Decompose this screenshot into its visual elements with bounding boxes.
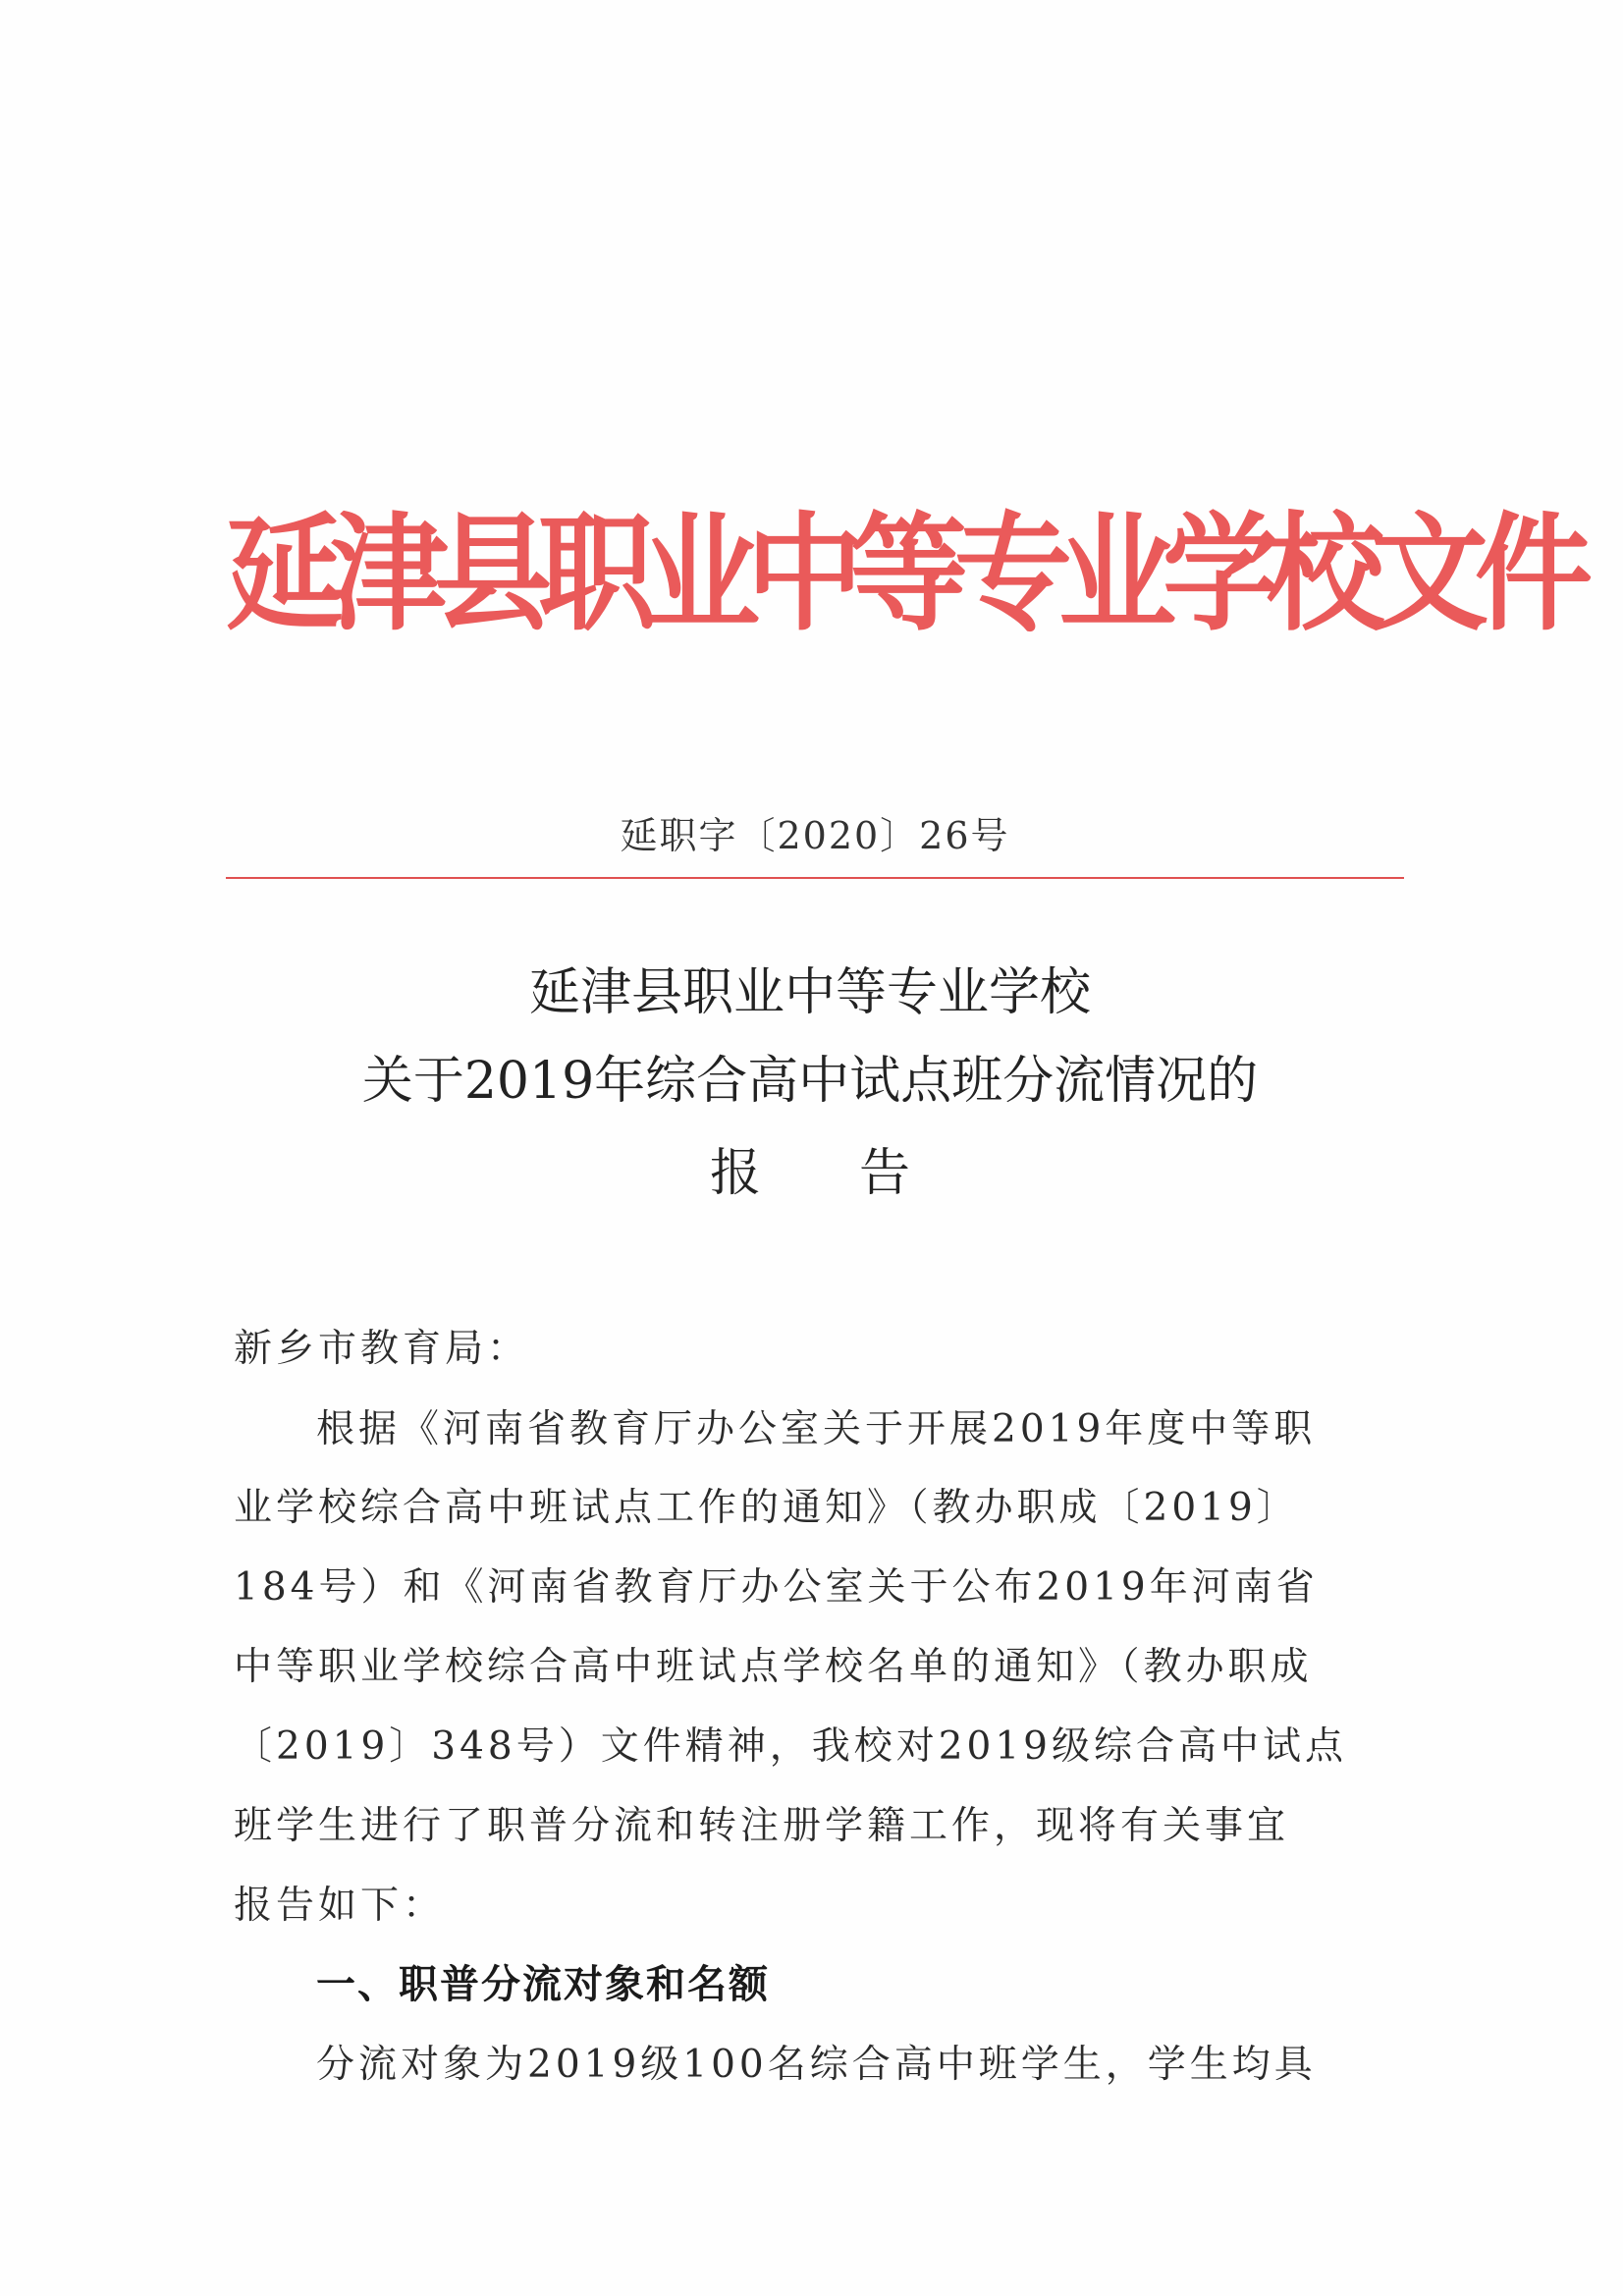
paragraph-line: 中等职业学校综合高中班试点学校名单的通知》（教办职成 (234, 1645, 1313, 1689)
report-title-line-1: 延津县职业中等专业学校 (528, 963, 1091, 1022)
section-paragraph-line: 分流对象为2019级100名综合高中班学生，学生均具 (316, 2043, 1317, 2087)
paragraph-line: 184号）和《河南省教育厅办公室关于公布2019年河南省 (234, 1565, 1319, 1610)
report-title-line-2: 关于2019年综合高中试点班分流情况的 (361, 1052, 1259, 1111)
paragraph-line: 业学校综合高中班试点工作的通知》（教办职成〔2019〕 (234, 1486, 1299, 1530)
paragraph-line: 根据《河南省教育厅办公室关于开展2019年度中等职 (316, 1407, 1317, 1451)
paragraph-line: 班学生进行了职普分流和转注册学籍工作，现将有关事宜 (234, 1804, 1290, 1848)
red-divider-line (226, 877, 1404, 879)
paragraph-line: 〔2019〕348号）文件精神，我校对2019级综合高中试点 (234, 1724, 1347, 1769)
paragraph-line: 报告如下： (234, 1884, 446, 1928)
document-number: 延职字〔2020〕26号 (620, 814, 1010, 857)
section-heading: 一、职普分流对象和名额 (316, 1962, 770, 2007)
report-title-line-3: 报告 (709, 1144, 1008, 1203)
masthead-title: 延津县职业中等专业学校文件 (226, 499, 1579, 649)
addressee: 新乡市教育局： (234, 1327, 530, 1371)
